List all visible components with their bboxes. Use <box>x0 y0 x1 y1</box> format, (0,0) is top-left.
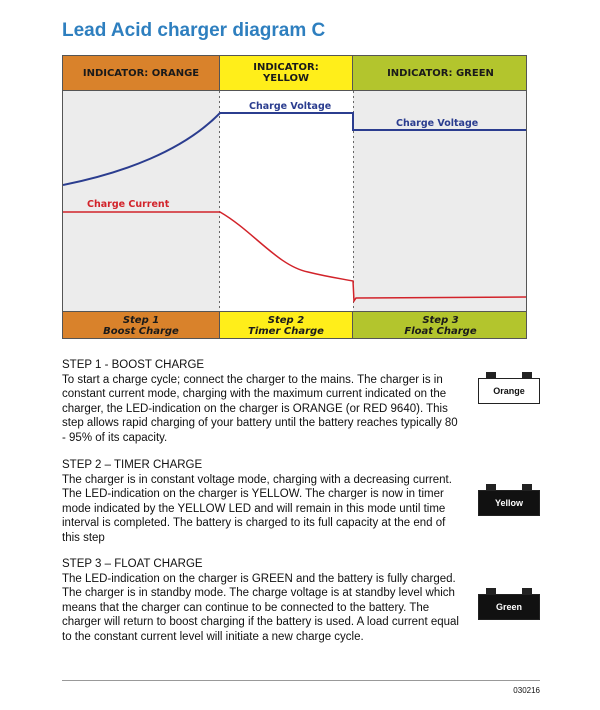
step2-band <box>220 311 353 339</box>
indicator-orange: INDICATOR: ORANGE <box>63 56 220 91</box>
step2-name: Timer Charge <box>248 326 324 337</box>
battery-icon: Orange <box>478 378 540 404</box>
step1-heading: STEP 1 - BOOST CHARGE <box>62 359 205 371</box>
step2-section <box>62 458 462 545</box>
step2-body: The charger is in constant voltage mode, charging with a decreasing current. The LED-indication on the charger is YELLOW. The charger is now in timer mode indicated by the YELLOW LED and will remain in this mode until time interval is completed. The battery is charged to its full capacity at the end of this step <box>62 473 452 544</box>
step3-name: Float Charge <box>404 326 477 337</box>
page-title: Lead Acid charger diagram C <box>62 20 326 41</box>
battery-icon: Green <box>478 594 540 620</box>
step2-heading: STEP 2 – TIMER CHARGE <box>62 459 203 471</box>
step1-section <box>62 358 462 445</box>
step1-band <box>63 311 220 339</box>
step3-heading: STEP 3 – FLOAT CHARGE <box>62 558 203 570</box>
indicator-yellow <box>220 56 353 91</box>
step3-number: Step 3 <box>422 315 459 326</box>
step3-body: The LED-indication on the charger is GREEN and the battery is fully charged. The charger is in standby mode. The charge voltage is at standby level which means that the charger can continue to be connected to the battery. The charger will return to boost charging if the battery is used. A load current equal to the constant current level will initiate a new charge cycle. <box>62 572 459 643</box>
battery-icon: Yellow <box>478 490 540 516</box>
charge-diagram <box>62 55 527 339</box>
indicator-yellow-label: INDICATOR: YELLOW <box>253 62 319 84</box>
footer-divider <box>62 680 540 681</box>
step3-band <box>353 311 527 339</box>
step3-section <box>62 557 462 644</box>
document-code: 030216 <box>513 686 540 695</box>
charge-curves <box>63 91 527 311</box>
step1-name: Boost Charge <box>103 326 179 337</box>
step2-number: Step 2 <box>267 315 305 326</box>
step1-number: Step 1 <box>122 315 160 326</box>
step1-body: To start a charge cycle; connect the charger to the mains. The charger is in constant current mode, charging with the maximum current indicated on the charger, the LED-indication on the charger is ORANGE (or RED 9640). This step allows rapid charging of your battery until the battery reaches typically 80 - 95% of its capacity. <box>62 373 458 444</box>
indicator-green: INDICATOR: GREEN <box>353 56 527 91</box>
charge-current-label: Charge Current <box>87 199 170 210</box>
charge-voltage-label-3: Charge Voltage <box>396 118 479 129</box>
charge-voltage-label-2: Charge Voltage <box>249 101 332 112</box>
